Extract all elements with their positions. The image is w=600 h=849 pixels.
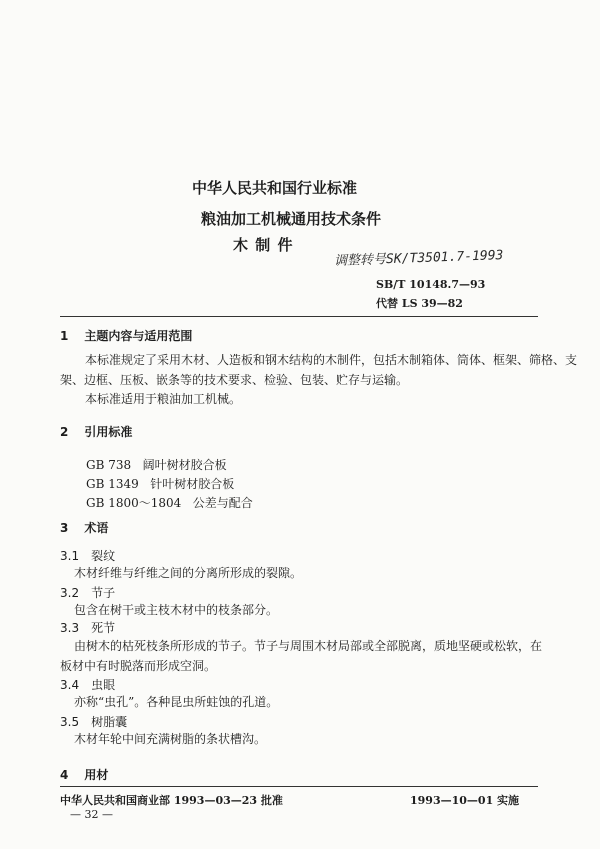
term-3-5-heading bbox=[60, 713, 127, 730]
footer-rule bbox=[60, 786, 538, 787]
doc-title: 粮油加工机械通用技术条件 bbox=[201, 210, 382, 228]
paragraph: 架、边框、压板、嵌条等的技术要求、检验、包装、贮存与运输。 bbox=[60, 373, 409, 387]
section-title: 引用标准 bbox=[84, 425, 133, 439]
handwritten-note: 调整转号SK/T3501.7-1993 bbox=[333, 248, 504, 269]
section-3-heading bbox=[60, 519, 108, 536]
term-definition: 木材纤维与纤维之间的分离所形成的裂隙。 bbox=[74, 566, 303, 580]
term-3-4-heading bbox=[60, 676, 115, 693]
term-name: 节子 bbox=[91, 586, 116, 600]
term-definition: 由树木的枯死枝条所形成的节子。节子与周围木材局部或全部脱离，质地坚硬或松软，在 bbox=[74, 639, 543, 653]
org-title: 中华人民共和国行业标准 bbox=[192, 179, 358, 197]
term-definition: 板材中有时脱落而形成空洞。 bbox=[60, 659, 217, 673]
term-3-2-heading bbox=[60, 584, 115, 601]
term-number: 3.2 bbox=[60, 586, 80, 600]
std-number: SB/T 10148.7—93 bbox=[376, 278, 486, 291]
section-1-heading bbox=[60, 327, 192, 344]
header-rule bbox=[60, 316, 538, 317]
term-name: 死节 bbox=[91, 621, 116, 635]
reference-item: GB 738 阔叶树材胶合板 bbox=[86, 458, 227, 472]
term-number: 3.3 bbox=[60, 621, 80, 635]
section-4-heading bbox=[60, 766, 108, 783]
paragraph: 本标准适用于粮油加工机械。 bbox=[85, 392, 242, 406]
section-number: 3 bbox=[60, 521, 69, 535]
section-number: 1 bbox=[60, 329, 69, 343]
term-number: 3.4 bbox=[60, 678, 80, 692]
term-name: 虫眼 bbox=[91, 678, 116, 692]
reference-item: GB 1800～1804 公差与配合 bbox=[86, 496, 253, 510]
implementation-date: 1993—10—01 实施 bbox=[410, 794, 520, 807]
term-definition: 亦称“虫孔”。各种昆虫所蛀蚀的孔道。 bbox=[74, 695, 279, 709]
approval-line: 中华人民共和国商业部 1993—03—23 批准 bbox=[60, 794, 283, 807]
reference-item: GB 1349 针叶树材胶合板 bbox=[86, 477, 235, 491]
term-3-3-heading bbox=[60, 619, 115, 636]
section-2-heading bbox=[60, 423, 132, 440]
section-title: 主题内容与适用范围 bbox=[84, 329, 193, 343]
term-name: 树脂囊 bbox=[91, 715, 128, 729]
doc-subtitle: 木 制 件 bbox=[233, 236, 294, 254]
section-number: 4 bbox=[60, 768, 69, 782]
page-number: — 32 — bbox=[70, 808, 113, 821]
term-definition: 木材年轮中间充满树脂的条状槽沟。 bbox=[74, 732, 267, 746]
term-3-1-heading bbox=[60, 547, 115, 564]
section-number: 2 bbox=[60, 425, 69, 439]
section-title: 术语 bbox=[84, 521, 109, 535]
replaces-std: 代替 LS 39—82 bbox=[376, 297, 463, 310]
term-number: 3.1 bbox=[60, 549, 80, 563]
term-definition: 包含在树干或主枝木材中的枝条部分。 bbox=[74, 603, 279, 617]
term-number: 3.5 bbox=[60, 715, 80, 729]
section-title: 用材 bbox=[84, 768, 109, 782]
paragraph: 本标准规定了采用木材、人造板和钢木结构的木制件，包括木制箱体、筒体、框架、筛格、支 bbox=[85, 353, 578, 367]
term-name: 裂纹 bbox=[91, 549, 116, 563]
